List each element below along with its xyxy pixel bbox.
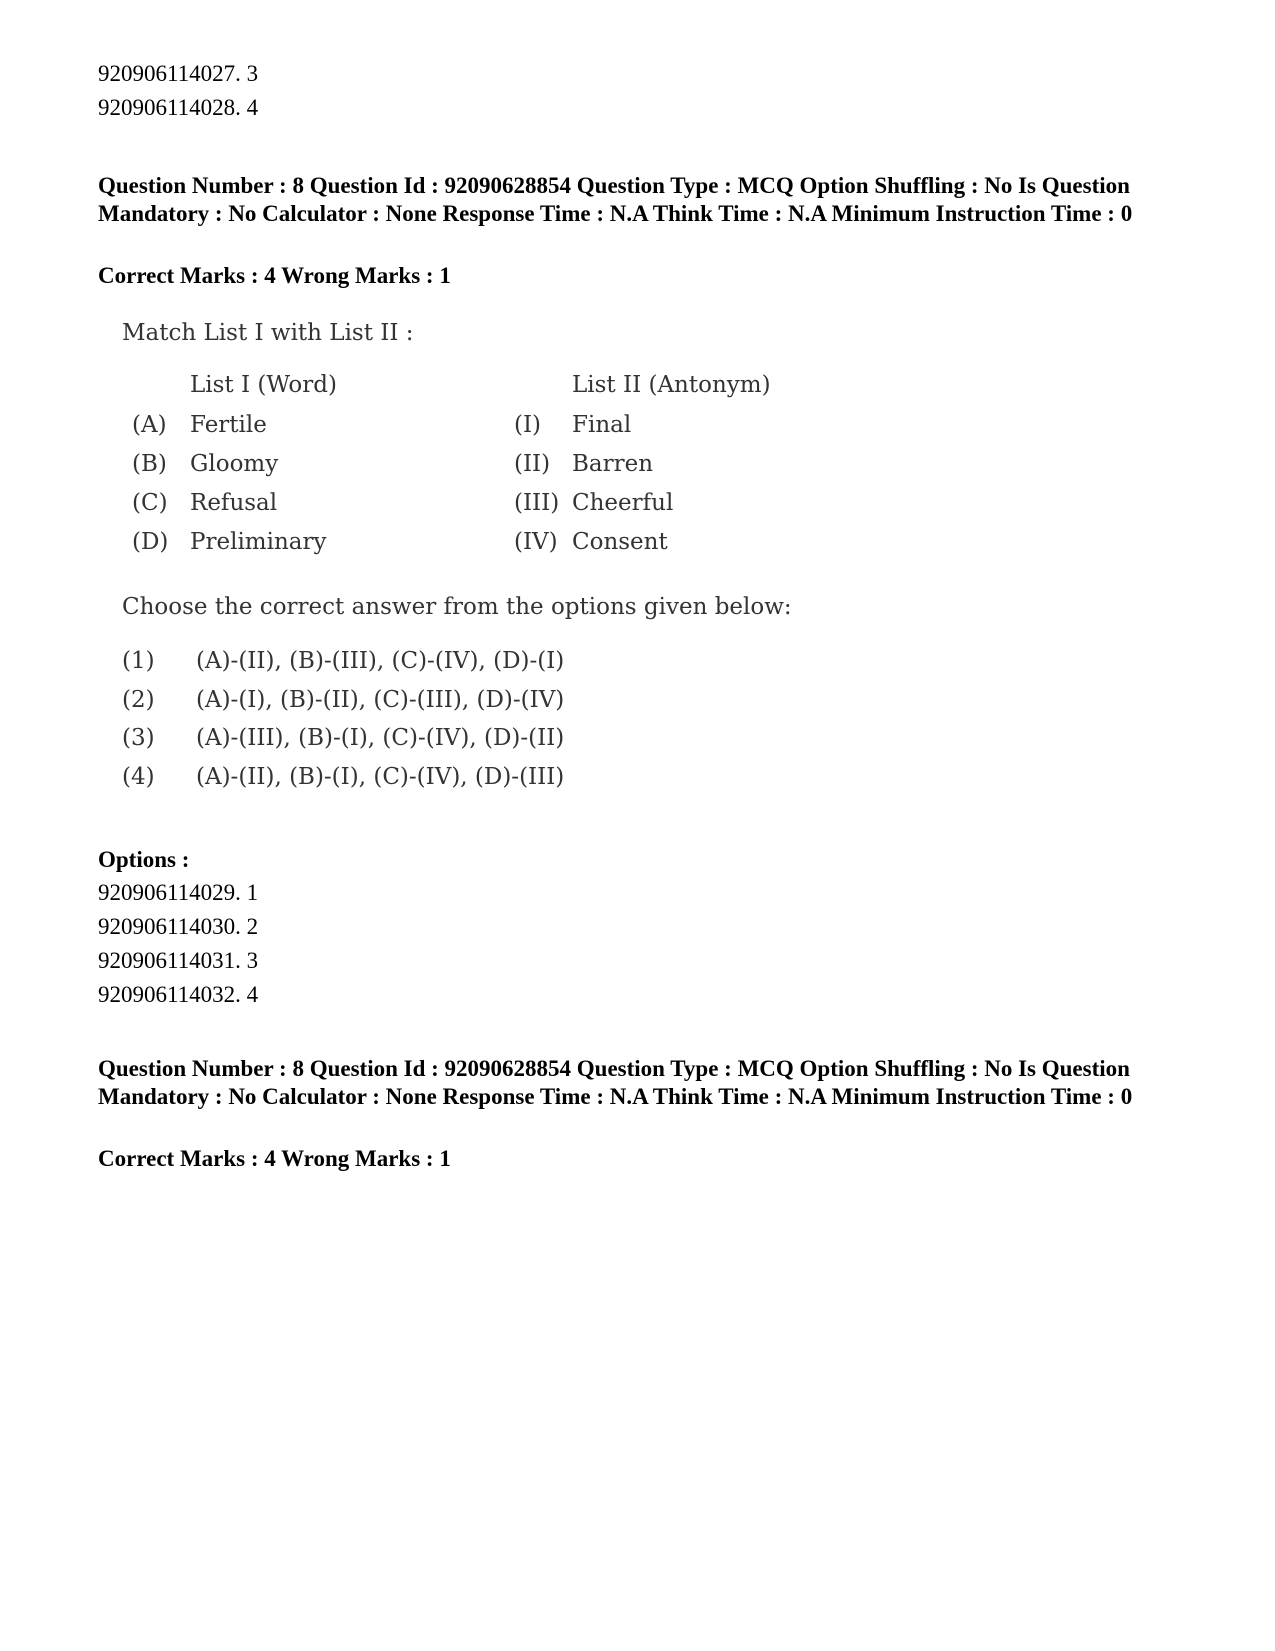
list1-label: (D) bbox=[132, 529, 169, 555]
option-line: 920906114031. 3 bbox=[98, 948, 259, 973]
choice-number: (3) bbox=[122, 725, 155, 751]
choice-number: (4) bbox=[122, 764, 155, 790]
choice-number: (1) bbox=[122, 648, 155, 674]
list1-label: (B) bbox=[132, 451, 167, 477]
choice-text: (A)-(III), (B)-(I), (C)-(IV), (D)-(II) bbox=[196, 725, 565, 751]
list2-label: (I) bbox=[514, 412, 542, 438]
list2-label: (IV) bbox=[514, 529, 558, 555]
option-line: 920906114032. 4 bbox=[98, 982, 259, 1007]
question-prompt: Match List I with List II : bbox=[122, 320, 414, 346]
list2-item: Barren bbox=[572, 451, 654, 477]
option-line: 920906114029. 1 bbox=[98, 880, 259, 905]
list2-item: Final bbox=[572, 412, 632, 438]
choice-text: (A)-(II), (B)-(III), (C)-(IV), (D)-(I) bbox=[196, 648, 565, 674]
options-label: Options : bbox=[98, 847, 190, 872]
question-instruction: Choose the correct answer from the options given below: bbox=[122, 594, 792, 620]
list2-label: (II) bbox=[514, 451, 551, 477]
list1-item: Preliminary bbox=[190, 529, 327, 555]
choice-number: (2) bbox=[122, 687, 155, 713]
list1-item: Fertile bbox=[190, 412, 267, 438]
question-content bbox=[122, 318, 842, 818]
question-marks: Correct Marks : 4 Wrong Marks : 1 bbox=[98, 1146, 451, 1171]
question-meta: Question Number : 8 Question Id : 92090628854 Question Type : MCQ Option Shuffling : No Is Question Mandatory : No Calculator : None Response Time : N.A Think Time : N.A Minimum Instruction Time : 0 bbox=[98, 173, 1133, 226]
choice-text: (A)-(II), (B)-(I), (C)-(IV), (D)-(III) bbox=[196, 764, 565, 790]
choice-text: (A)-(I), (B)-(II), (C)-(III), (D)-(IV) bbox=[196, 687, 565, 713]
list1-item: Refusal bbox=[190, 490, 278, 516]
question-marks: Correct Marks : 4 Wrong Marks : 1 bbox=[98, 263, 451, 288]
question-meta: Question Number : 8 Question Id : 92090628854 Question Type : MCQ Option Shuffling : No Is Question Mandatory : No Calculator : None Response Time : N.A Think Time : N.A Minimum Instruction Time : 0 bbox=[98, 1056, 1133, 1109]
list2-item: Cheerful bbox=[572, 490, 674, 516]
list2-label: (III) bbox=[514, 490, 560, 516]
option-line: 920906114030. 2 bbox=[98, 914, 259, 939]
option-line: 920906114028. 4 bbox=[98, 95, 259, 120]
list1-item: Gloomy bbox=[190, 451, 279, 477]
option-line: 920906114027. 3 bbox=[98, 61, 259, 86]
list2-header: List II (Antonym) bbox=[572, 372, 771, 398]
list1-header: List I (Word) bbox=[190, 372, 337, 398]
list2-item: Consent bbox=[572, 529, 668, 555]
list1-label: (C) bbox=[132, 490, 168, 516]
list1-label: (A) bbox=[132, 412, 167, 438]
